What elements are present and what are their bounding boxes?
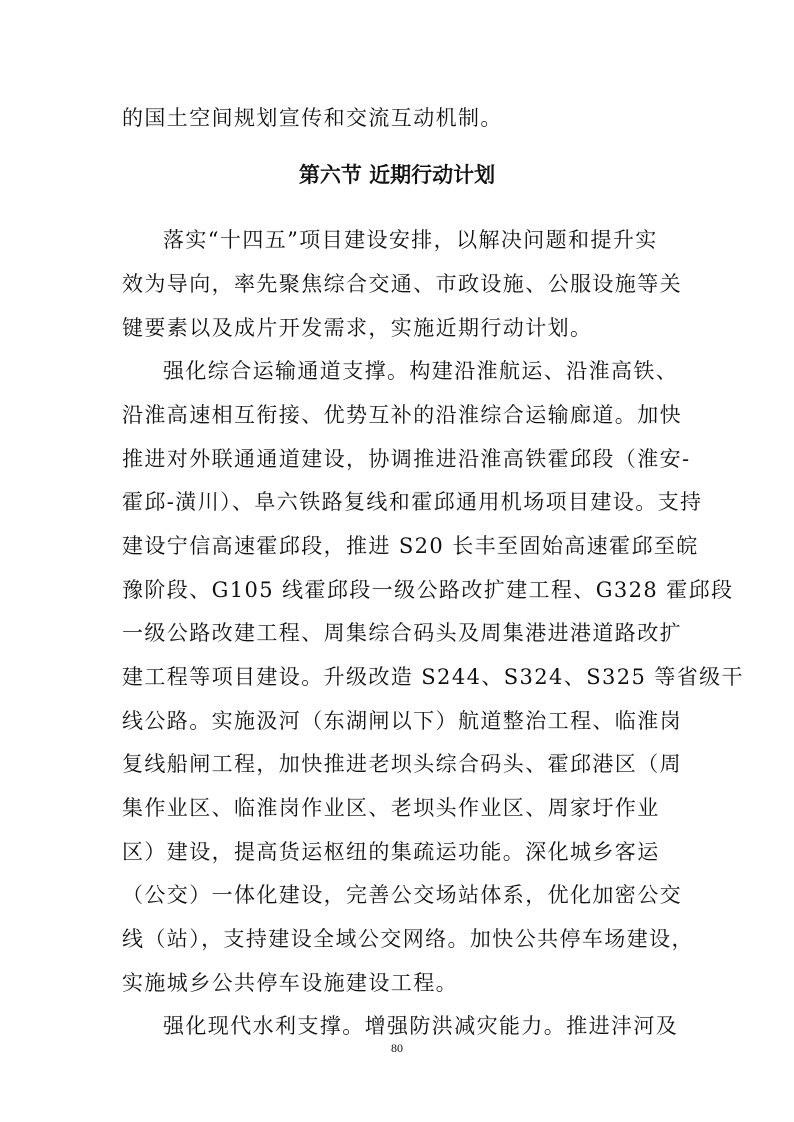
paragraph-3-line-1: 强化现代水利支撑。增强防洪减灾能力。推进沣河及 (163, 1014, 679, 1038)
paragraph-2-line-10: 复线船闸工程，加快推进老坝头综合码头、霍邱港区（周 (122, 752, 682, 776)
paragraph-2-line-3: 推进对外联通通道建设，协调推进沿淮高铁霍邱段（淮安- (122, 447, 691, 471)
continuation-line: 的国土空间规划宣传和交流互动机制。 (122, 106, 503, 130)
paragraph-2-line-8: 建工程等项目建设。升级改造 S244、S324、S325 等省级干 (122, 665, 744, 689)
paragraph-2-line-5: 建设宁信高速霍邱段，推进 S20 长丰至固始高速霍邱至皖 (122, 534, 699, 558)
paragraph-1-line-3: 键要素以及成片开发需求，实施近期行动计划。 (122, 316, 593, 340)
paragraph-2-line-14: 线（站），支持建设全域公交网络。加快公共停车场建设， (122, 927, 694, 951)
paragraph-2-line-1: 强化综合运输通道支撑。构建沿淮航运、沿淮高铁、 (163, 359, 679, 383)
paragraph-2-line-7: 一级公路改建工程、周集综合码头及周集港进港道路改扩 (122, 621, 682, 645)
paragraph-2-line-12: 区）建设，提高货运枢纽的集疏运功能。深化城乡客运 (122, 840, 660, 864)
paragraph-2-line-11: 集作业区、临淮岗作业区、老坝头作业区、周家圩作业 (122, 796, 660, 820)
paragraph-2-line-2: 沿淮高速相互衔接、优势互补的沿淮综合运输廊道。加快 (122, 403, 682, 427)
paragraph-1-line-2: 效为导向，率先聚焦综合交通、市政设施、公服设施等关 (122, 272, 682, 296)
paragraph-2-line-15: 实施城乡公共停车设施建设工程。 (122, 971, 458, 995)
paragraph-1-line-1: 落实“十四五”项目建设安排，以解决问题和提升实 (163, 228, 658, 252)
page-number: 80 (391, 1041, 403, 1055)
paragraph-2-line-4: 霍邱-潢川）、阜六铁路复线和霍邱通用机场项目建设。支持 (122, 490, 703, 514)
paragraph-2-line-6: 豫阶段、G105 线霍邱段一级公路改扩建工程、G328 霍邱段 (122, 578, 734, 602)
paragraph-2-line-13: （公交）一体化建设，完善公交场站体系，优化加密公交 (122, 883, 682, 907)
paragraph-2-line-9: 线公路。实施汲河（东湖闸以下）航道整治工程、临淮岗 (122, 709, 682, 733)
section-heading: 第六节 近期行动计划 (298, 163, 496, 187)
